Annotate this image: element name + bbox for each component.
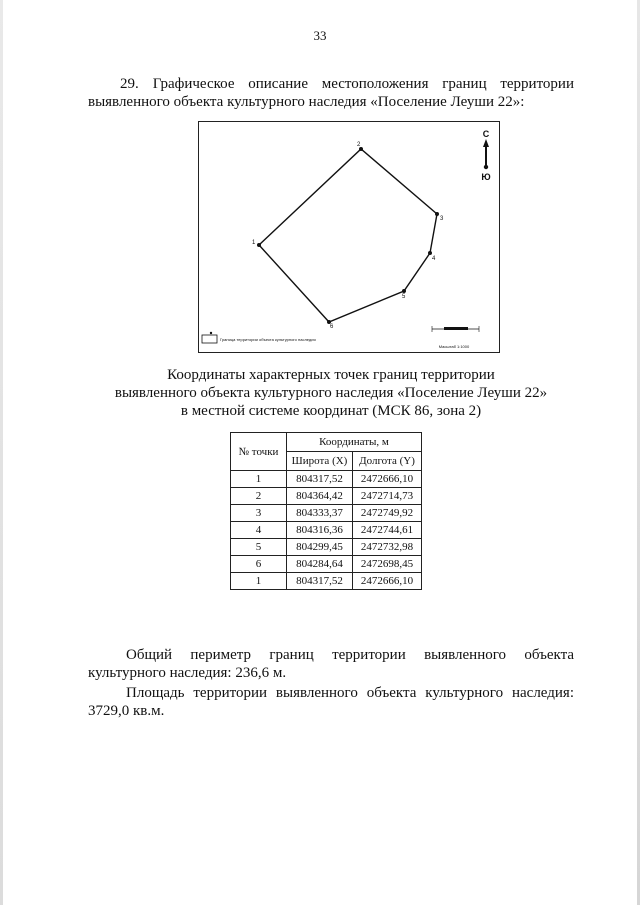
section-title: Графическое описание местоположения границ территории выявленного объекта культурного наследия «Поселение Леуши 22»: bbox=[88, 76, 574, 110]
south-label: Ю bbox=[481, 172, 491, 182]
boundary-map bbox=[198, 121, 500, 353]
table-row bbox=[231, 522, 422, 539]
table-header-row bbox=[231, 433, 422, 452]
perimeter-text: Общий периметр границ территории выявленного объекта культурного наследия: 236,6 м. bbox=[88, 647, 574, 681]
legend-text: Граница территории объекта культурного наследия bbox=[220, 337, 316, 342]
coordinates-title-line: выявленного объекта культурного наследия «Поселение Леуши 22» bbox=[114, 385, 548, 401]
area-paragraph bbox=[88, 684, 574, 720]
boundary-vertex bbox=[257, 243, 261, 247]
section-heading bbox=[88, 75, 574, 111]
header-point: № точки bbox=[231, 433, 287, 471]
perimeter-paragraph bbox=[88, 646, 574, 682]
cell-y: 2472666,10 bbox=[353, 471, 422, 488]
cell-x: 804317,52 bbox=[287, 573, 353, 590]
header-coordinates: Координаты, м bbox=[287, 433, 422, 452]
cell-point: 1 bbox=[231, 573, 287, 590]
point-label: 5 bbox=[402, 294, 406, 300]
coordinates-title-line: в местной системе координат (МСК 86, зона 2) bbox=[180, 403, 482, 419]
cell-y: 2472698,45 bbox=[353, 556, 422, 573]
north-arrow-icon bbox=[481, 129, 490, 182]
table-row bbox=[231, 505, 422, 522]
cell-point: 5 bbox=[231, 539, 287, 556]
table-row bbox=[231, 573, 422, 590]
cell-x: 804316,36 bbox=[287, 522, 353, 539]
header-y: Долгота (Y) bbox=[353, 452, 422, 471]
cell-x: 804333,37 bbox=[287, 505, 353, 522]
boundary-map-canvas bbox=[199, 122, 499, 352]
cell-point: 1 bbox=[231, 471, 287, 488]
cell-y: 2472732,98 bbox=[353, 539, 422, 556]
map-legend bbox=[202, 332, 316, 343]
page-number: 33 bbox=[313, 28, 327, 43]
coordinates-title bbox=[88, 366, 574, 420]
scan-edge-left bbox=[0, 0, 3, 905]
north-label: С bbox=[482, 129, 490, 139]
cell-point: 3 bbox=[231, 505, 287, 522]
scale-bar bbox=[432, 326, 479, 349]
table-row bbox=[231, 488, 422, 505]
point-label: 3 bbox=[440, 216, 444, 222]
cell-x: 804364,42 bbox=[287, 488, 353, 505]
point-label: 2 bbox=[357, 142, 361, 148]
header-x: Широта (X) bbox=[287, 452, 353, 471]
cell-x: 804299,45 bbox=[287, 539, 353, 556]
table-row bbox=[231, 556, 422, 573]
table-row bbox=[231, 539, 422, 556]
cell-point: 6 bbox=[231, 556, 287, 573]
cell-y: 2472749,92 bbox=[353, 505, 422, 522]
cell-y: 2472744,61 bbox=[353, 522, 422, 539]
cell-point: 2 bbox=[231, 488, 287, 505]
coordinates-title-line: Координаты характерных точек границ территории bbox=[167, 367, 495, 383]
cell-x: 804317,52 bbox=[287, 471, 353, 488]
cell-y: 2472714,73 bbox=[353, 488, 422, 505]
section-number: 29. bbox=[120, 76, 139, 92]
point-label: 4 bbox=[432, 256, 436, 262]
cell-y: 2472666,10 bbox=[353, 573, 422, 590]
table-row bbox=[231, 471, 422, 488]
point-label: 6 bbox=[330, 324, 334, 330]
scale-label: Масштаб 1:1000 bbox=[438, 344, 470, 349]
boundary-vertex bbox=[402, 289, 406, 293]
point-label: 1 bbox=[252, 240, 256, 246]
cell-point: 4 bbox=[231, 522, 287, 539]
boundary-vertex bbox=[435, 212, 439, 216]
boundary-vertex bbox=[428, 251, 432, 255]
boundary-polygon bbox=[259, 149, 437, 322]
area-text: Площадь территории выявленного объекта культурного наследия: 3729,0 кв.м. bbox=[88, 685, 574, 719]
coordinates-table bbox=[230, 432, 422, 590]
cell-x: 804284,64 bbox=[287, 556, 353, 573]
